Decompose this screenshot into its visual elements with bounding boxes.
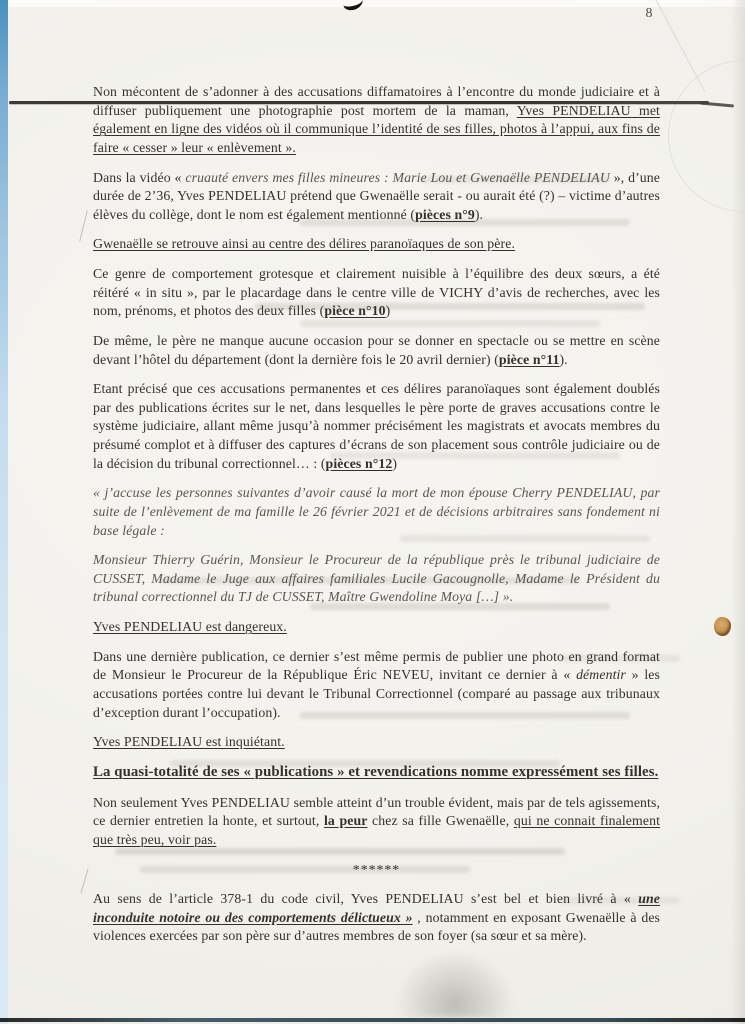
paragraph-2 xyxy=(93,169,660,225)
text-segment: Yves PENDELIAU met également en ligne des vidéos où il communique l’identité de ses filles, photos à l’appui, aux fins de faire « cesser » leur « enlèvement ». xyxy=(93,102,660,155)
text-segment: Non seulement Yves PENDELIAU semble atteint d’un trouble évident, mais par de tels agissements, ce dernier entretien la honte, et surtout, xyxy=(93,794,660,829)
text-segment: chez sa fille Gwenaëlle, xyxy=(367,813,514,829)
paragraph-12 xyxy=(93,763,660,783)
text-segment: pièce n°10 xyxy=(324,303,386,319)
fold-curve-artifact xyxy=(668,60,745,212)
text-segment: pièces n°12 xyxy=(325,455,393,471)
scan-top-edge xyxy=(0,0,745,7)
pencil-slash-artifact xyxy=(79,210,88,241)
page-number: 8 xyxy=(645,6,653,21)
paragraph-6 xyxy=(93,380,660,473)
paragraph-4 xyxy=(93,265,660,321)
text-segment: une inconduite notoire ou des comportements délictueux » xyxy=(93,891,660,925)
paragraph-9 xyxy=(93,618,660,637)
text-segment: Gwenaëlle se retrouve ainsi au centre des délires paranoïaques de son père. xyxy=(93,236,515,252)
text-segment: Yves PENDELIAU est dangereux. xyxy=(93,619,287,634)
paragraph-13 xyxy=(93,794,660,850)
document-body xyxy=(93,83,660,957)
smudge-artifact xyxy=(395,950,515,1018)
text-segment: démentir xyxy=(576,667,626,683)
text-segment: ****** xyxy=(352,861,401,877)
scan-bottom-edge-line xyxy=(0,1018,745,1022)
text-segment: « j’accuse les personnes suivantes d’avoir causé la mort de mon épouse Cherry PENDELIAU, par suite de l’enlèvement de ma famille le 26 février 2021 et de décisions arbitraires sans fondement ni base légale : xyxy=(93,485,660,538)
text-segment: Etant précisé que ces accusations permanentes et ces délires paranoïaques sont également doublés par des publications écrites sur le net, dans lesquelles le père porte de graves accusations contre le système judiciaire, allant même jusqu’à nommer précisément les magistrats et avocats membres du présumé complot et à diffuser des captures d’écrans de son placement sous contrôle judiciaire ou de la décision du tribunal correctionnel… : ( xyxy=(93,381,660,471)
text-segment: la peur xyxy=(323,813,368,829)
text-segment: Ce genre de comportement grotesque et clairement nuisible à l’équilibre des deux sœurs, a été réitéré « in situ », par le placardage dans le centre ville de VICHY d’avis de recherches, avec les nom, prénoms, et photos des deux filles ( xyxy=(93,266,660,319)
paragraph-15 xyxy=(93,890,660,946)
text-segment: Non mécontent de s’adonner à des accusations diffamatoires à l’encontre du monde judiciaire et à diffuser publiquement une photographie post mortem de la maman, xyxy=(93,84,660,118)
text-segment: Au sens de l’article 378-1 du code civil, Yves PENDELIAU s’est bel et bien livré à « xyxy=(93,891,639,907)
text-segment: » les accusations portées contre lui devant le Tribunal Correctionnel (comparé au passage aux tribunaux d’exception durant l’occupation). xyxy=(93,667,660,720)
text-segment: cruauté envers mes filles mineures : Marie Lou et Gwenaëlle PENDELIAU xyxy=(185,169,610,185)
paragraph-5 xyxy=(93,332,660,369)
text-segment: qui ne connait finalement que très peu, voir pas. xyxy=(93,813,661,847)
text-segment: », d’une durée de 2’36, Yves PENDELIAU prétend que Gwenaëlle serait - ou aurait été (?) – victime d’autres élèves du collège, dont le nom est également mentionné ( xyxy=(93,169,661,222)
paragraph-10 xyxy=(93,648,660,723)
text-segment: Monsieur Thierry Guérin, Monsieur le Procureur de la république près le tribunal judiciaire de CUSSET, Madame le Juge aux affaires familiales Lucile Gacougnolle, Madame le Président du tribunal correctionnel du TJ de CUSSET, Maître Gwendoline Moya […] ». xyxy=(93,552,660,605)
text-segment: ). xyxy=(474,206,484,222)
paragraph-11 xyxy=(93,733,660,752)
text-segment: Yves PENDELIAU est inquiétant. xyxy=(93,734,285,750)
paragraph-1 xyxy=(93,83,660,158)
stain-artifact xyxy=(714,617,731,636)
text-segment: La quasi-totalité de ses « publications » et revendications nomme expressément ses filles. xyxy=(93,763,659,780)
text-segment: ) xyxy=(392,455,398,471)
paragraph-8 xyxy=(93,551,660,607)
text-segment: Dans la vidéo « xyxy=(93,169,186,185)
paragraph-7 xyxy=(93,484,660,540)
pencil-slash-artifact xyxy=(80,868,88,893)
text-segment: ). xyxy=(559,351,568,367)
text-segment: pièces n°9 xyxy=(415,206,475,222)
text-segment: Dans une dernière publication, ce dernier s’est même permis de publier une photo en grand format de Monsieur le Procureur de la République Éric NEVEU, invitant ce dernier à « xyxy=(93,648,660,683)
paragraph-14 xyxy=(93,861,660,880)
paragraph-3 xyxy=(93,235,660,254)
text-segment: , notamment en exposant Gwenaëlle à des violences exercées par son père sur d’autres membres de son foyer (sa sœur et sa mère). xyxy=(93,909,661,944)
scan-left-edge-strip xyxy=(0,0,8,1024)
text-segment: pièce n°11 xyxy=(498,351,560,367)
text-segment: De même, le père ne manque aucune occasion pour se donner en spectacle ou se mettre en scène devant l’hôtel du département (dont la dernière fois le 20 avril dernier) ( xyxy=(93,332,660,367)
pen-mark-artifact xyxy=(342,0,364,11)
text-segment: ) xyxy=(385,303,391,319)
